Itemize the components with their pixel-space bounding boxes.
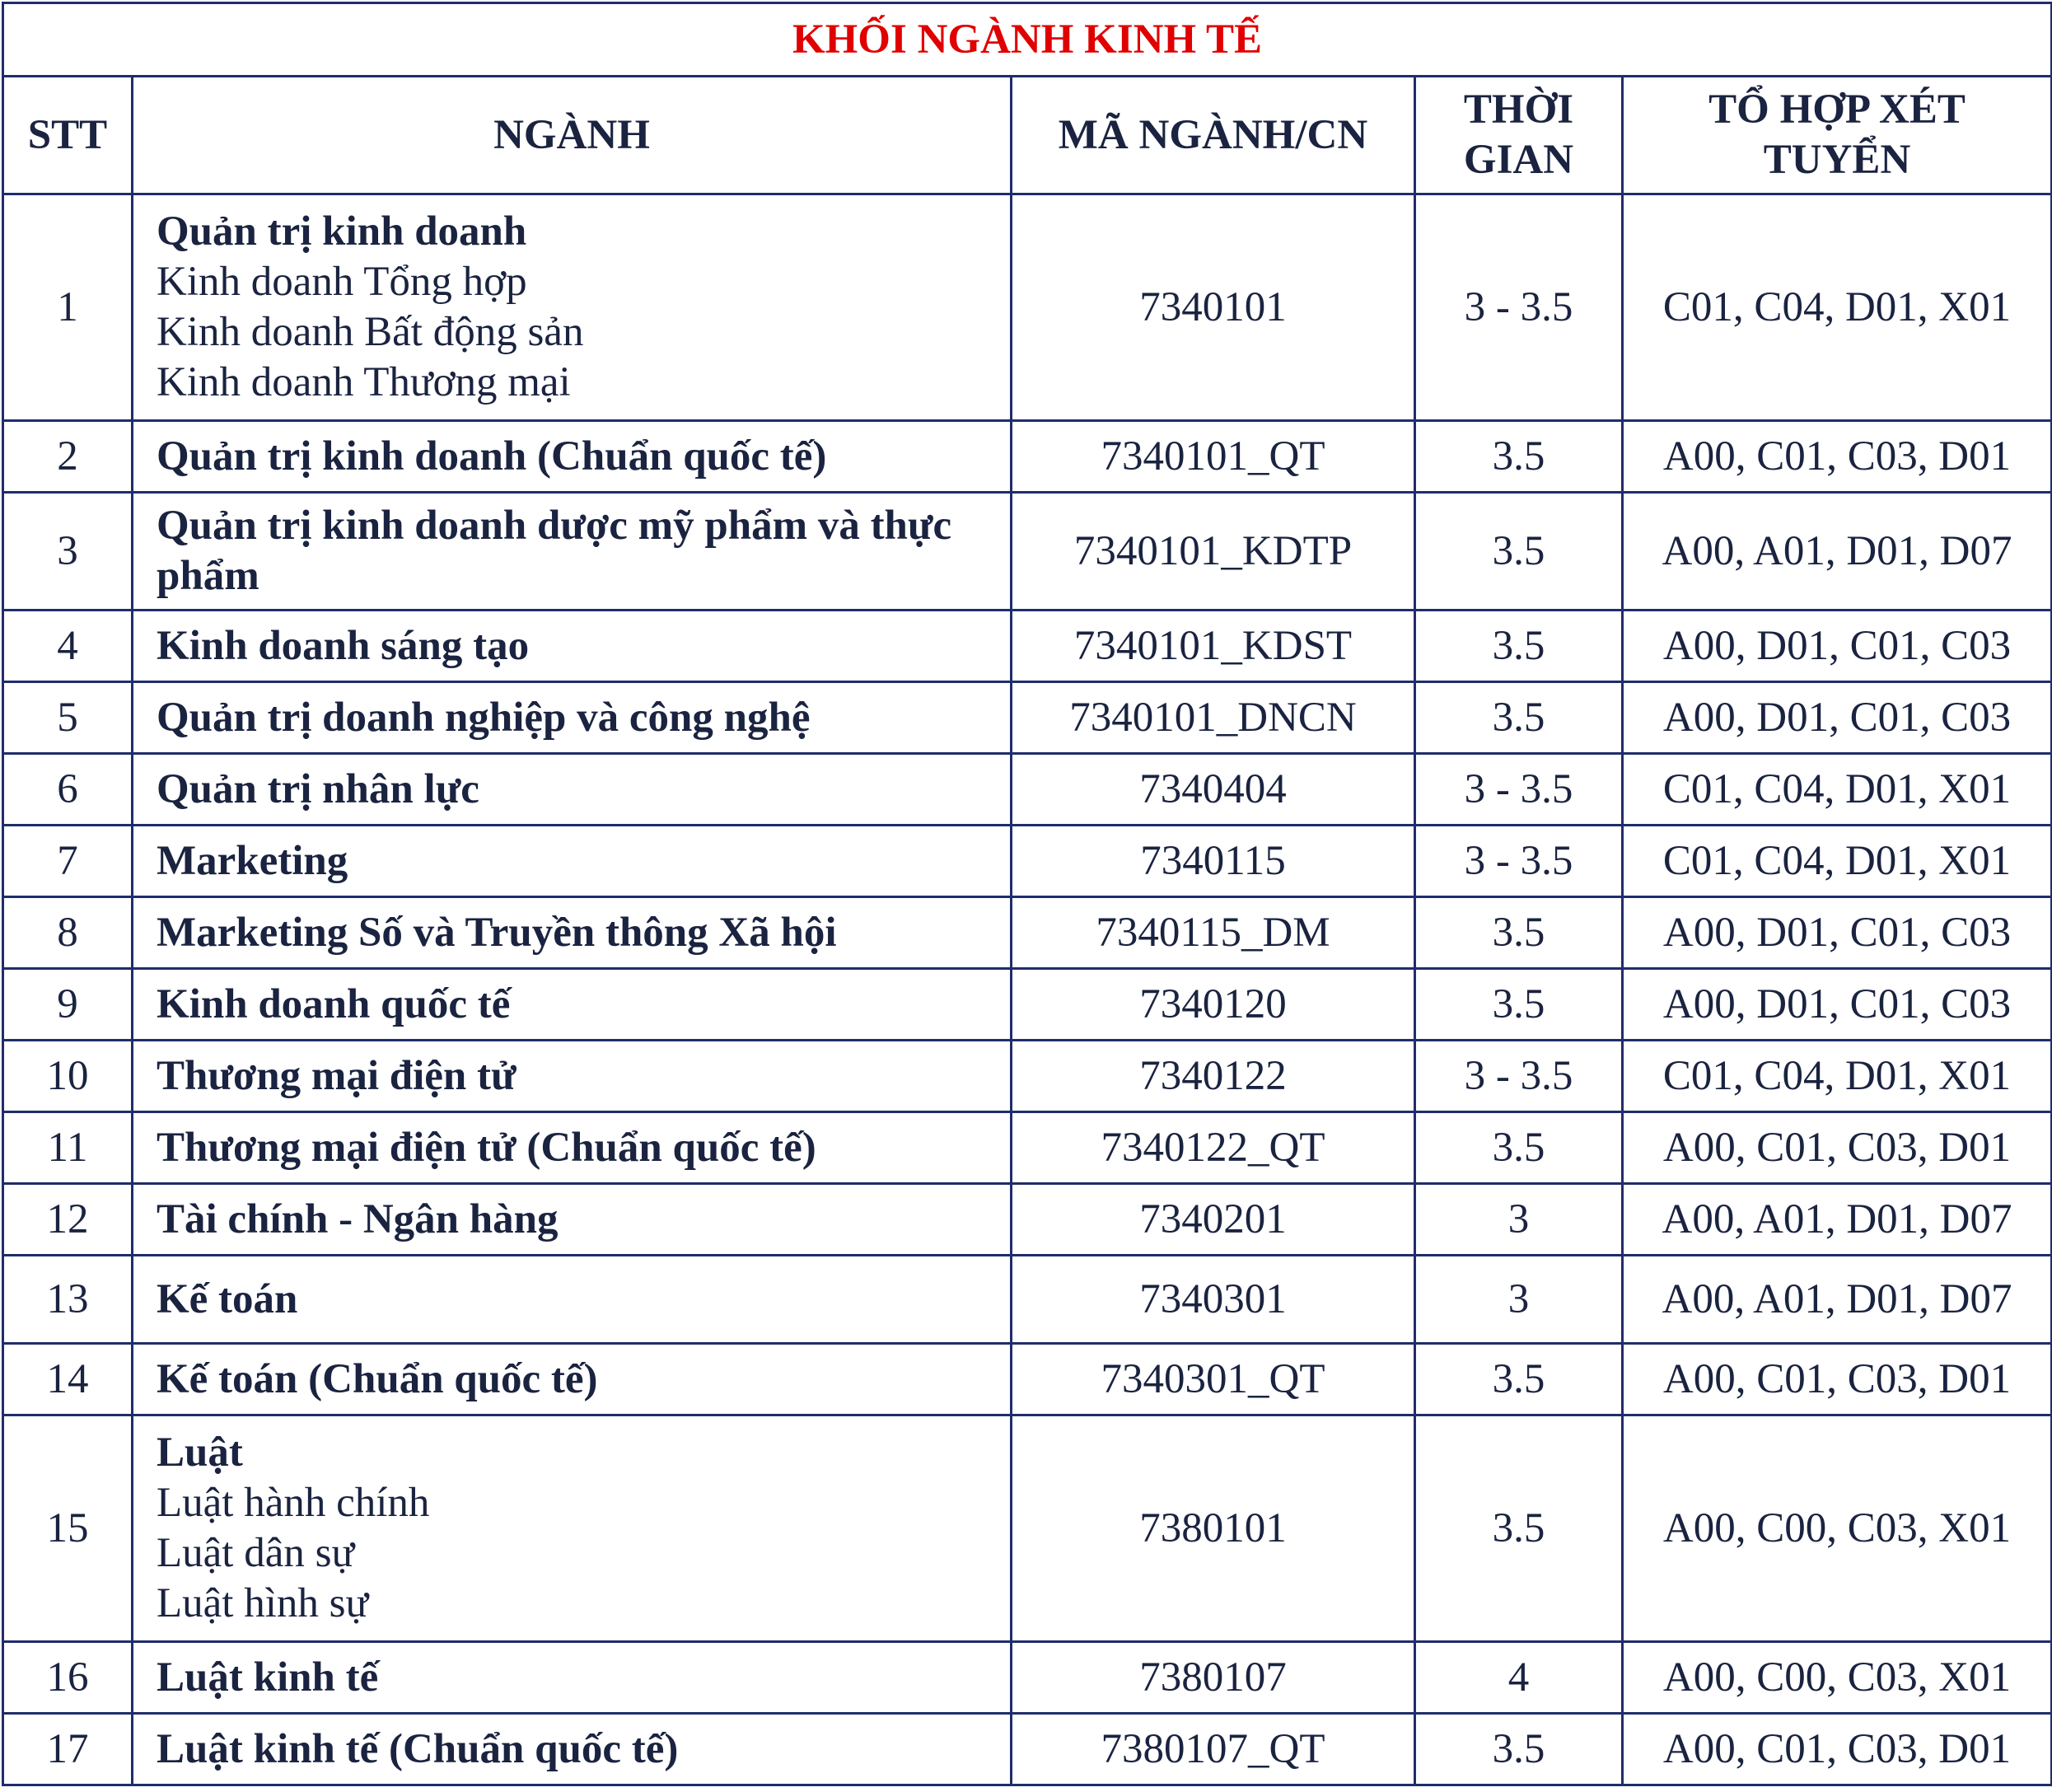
cell-code: 7340101_KDTP — [1012, 493, 1415, 611]
cell-code: 7340301 — [1012, 1256, 1415, 1344]
cell-major — [133, 1112, 1012, 1184]
cell-stt: 5 — [3, 682, 133, 754]
cell-subject-combination: A00, C00, C03, X01 — [1623, 1415, 2052, 1642]
cell-code: 7340122 — [1012, 1041, 1415, 1112]
cell-major — [133, 1415, 1012, 1642]
cell-major — [133, 493, 1012, 611]
major-name: Quản trị nhân lực — [157, 765, 479, 812]
major-name: Luật kinh tế — [157, 1654, 379, 1701]
table-row — [3, 969, 2052, 1041]
cell-duration: 3 - 3.5 — [1415, 1041, 1623, 1112]
cell-major — [133, 194, 1012, 421]
specialization-name: Luật hình sự — [157, 1580, 369, 1626]
specialization-name: Luật dân sự — [157, 1530, 355, 1576]
specialization-name: Kinh doanh Bất động sản — [157, 309, 584, 355]
cell-stt: 14 — [3, 1344, 133, 1415]
cell-duration: 3.5 — [1415, 1415, 1623, 1642]
cell-duration: 3.5 — [1415, 493, 1623, 611]
header-ma-nganh: MÃ NGÀNH/CN — [1012, 77, 1415, 194]
cell-code: 7340201 — [1012, 1184, 1415, 1256]
cell-stt: 1 — [3, 194, 133, 421]
cell-subject-combination: A00, D01, C01, C03 — [1623, 611, 2052, 682]
table-row — [3, 682, 2052, 754]
cell-major — [133, 826, 1012, 897]
major-name: Thương mại điện tử — [157, 1052, 517, 1099]
cell-subject-combination: C01, C04, D01, X01 — [1623, 1041, 2052, 1112]
major-name: Quản trị kinh doanh (Chuẩn quốc tế) — [157, 433, 827, 480]
cell-code: 7340101_KDST — [1012, 611, 1415, 682]
major-name: Luật — [157, 1429, 243, 1476]
table-row — [3, 1184, 2052, 1256]
cell-subject-combination: A00, D01, C01, C03 — [1623, 969, 2052, 1041]
cell-stt: 15 — [3, 1415, 133, 1642]
cell-major — [133, 421, 1012, 493]
table-row — [3, 194, 2052, 421]
cell-code: 7340120 — [1012, 969, 1415, 1041]
major-name: Luật kinh tế (Chuẩn quốc tế) — [157, 1725, 679, 1772]
cell-stt: 7 — [3, 826, 133, 897]
cell-major — [133, 1041, 1012, 1112]
cell-code: 7380101 — [1012, 1415, 1415, 1642]
cell-subject-combination: C01, C04, D01, X01 — [1623, 826, 2052, 897]
specialization-name: Kinh doanh Tổng hợp — [157, 259, 527, 305]
cell-major — [133, 1184, 1012, 1256]
table-title: KHỐI NGÀNH KINH TẾ — [3, 3, 2052, 77]
major-name: Kế toán (Chuẩn quốc tế) — [157, 1355, 598, 1402]
cell-subject-combination: A00, A01, D01, D07 — [1623, 1184, 2052, 1256]
cell-major — [133, 1642, 1012, 1714]
cell-duration: 3.5 — [1415, 969, 1623, 1041]
specialization-name: Luật hành chính — [157, 1480, 430, 1526]
table-row — [3, 1041, 2052, 1112]
cell-duration: 3.5 — [1415, 611, 1623, 682]
header-row — [3, 77, 2052, 194]
cell-stt: 11 — [3, 1112, 133, 1184]
cell-stt: 13 — [3, 1256, 133, 1344]
cell-duration: 3.5 — [1415, 897, 1623, 969]
cell-major — [133, 969, 1012, 1041]
major-name: Thương mại điện tử (Chuẩn quốc tế) — [157, 1124, 816, 1171]
major-name: Tài chính - Ngân hàng — [157, 1195, 559, 1242]
header-stt: STT — [3, 77, 133, 194]
cell-stt: 4 — [3, 611, 133, 682]
table-row — [3, 611, 2052, 682]
cell-duration: 3 - 3.5 — [1415, 826, 1623, 897]
header-to-hop: TỔ HỢP XÉT TUYỂN — [1623, 77, 2052, 194]
cell-subject-combination: A00, D01, C01, C03 — [1623, 682, 2052, 754]
cell-stt: 9 — [3, 969, 133, 1041]
cell-subject-combination: A00, D01, C01, C03 — [1623, 897, 2052, 969]
cell-code: 7340404 — [1012, 754, 1415, 826]
major-name: Marketing — [157, 837, 348, 884]
cell-code: 7380107_QT — [1012, 1714, 1415, 1785]
table-row — [3, 826, 2052, 897]
cell-duration: 4 — [1415, 1642, 1623, 1714]
cell-major — [133, 1344, 1012, 1415]
cell-code: 7340115 — [1012, 826, 1415, 897]
table-row — [3, 1344, 2052, 1415]
table-row — [3, 1256, 2052, 1344]
cell-code: 7340101 — [1012, 194, 1415, 421]
cell-code: 7340101_QT — [1012, 421, 1415, 493]
cell-stt: 16 — [3, 1642, 133, 1714]
cell-stt: 2 — [3, 421, 133, 493]
cell-subject-combination: A00, A01, D01, D07 — [1623, 493, 2052, 611]
cell-subject-combination: A00, C01, C03, D01 — [1623, 1112, 2052, 1184]
table-row — [3, 754, 2052, 826]
specialization-name: Kinh doanh Thương mại — [157, 359, 571, 405]
header-thoi-gian: THỜI GIAN — [1415, 77, 1623, 194]
cell-subject-combination: A00, C01, C03, D01 — [1623, 1344, 2052, 1415]
cell-stt: 10 — [3, 1041, 133, 1112]
cell-major — [133, 611, 1012, 682]
table-row — [3, 1112, 2052, 1184]
cell-duration: 3 - 3.5 — [1415, 194, 1623, 421]
cell-subject-combination: A00, C00, C03, X01 — [1623, 1642, 2052, 1714]
major-name: Kế toán — [157, 1275, 298, 1322]
major-name: Kinh doanh sáng tạo — [157, 622, 530, 669]
cell-code: 7340115_DM — [1012, 897, 1415, 969]
cell-duration: 3.5 — [1415, 1112, 1623, 1184]
table-row — [3, 897, 2052, 969]
major-name: Quản trị kinh doanh dược mỹ phẩm và thực phẩm — [157, 503, 952, 599]
cell-duration: 3 - 3.5 — [1415, 754, 1623, 826]
cell-stt: 8 — [3, 897, 133, 969]
cell-major — [133, 754, 1012, 826]
table-row — [3, 1642, 2052, 1714]
cell-stt: 17 — [3, 1714, 133, 1785]
cell-code: 7340101_DNCN — [1012, 682, 1415, 754]
table-row — [3, 421, 2052, 493]
cell-major — [133, 682, 1012, 754]
cell-stt: 3 — [3, 493, 133, 611]
cell-code: 7380107 — [1012, 1642, 1415, 1714]
cell-stt: 12 — [3, 1184, 133, 1256]
cell-code: 7340301_QT — [1012, 1344, 1415, 1415]
cell-duration: 3.5 — [1415, 682, 1623, 754]
cell-duration: 3.5 — [1415, 421, 1623, 493]
cell-code: 7340122_QT — [1012, 1112, 1415, 1184]
major-name: Quản trị kinh doanh — [157, 208, 527, 255]
table-row — [3, 1714, 2052, 1785]
cell-subject-combination: A00, C01, C03, D01 — [1623, 1714, 2052, 1785]
cell-major — [133, 1256, 1012, 1344]
table-row — [3, 493, 2052, 611]
major-name: Marketing Số và Truyền thông Xã hội — [157, 909, 837, 956]
cell-duration: 3 — [1415, 1184, 1623, 1256]
cell-stt: 6 — [3, 754, 133, 826]
title-row — [3, 3, 2052, 77]
cell-subject-combination: A00, A01, D01, D07 — [1623, 1256, 2052, 1344]
admissions-table — [2, 2, 2052, 1786]
table-row — [3, 1415, 2052, 1642]
cell-subject-combination: C01, C04, D01, X01 — [1623, 194, 2052, 421]
header-nganh: NGÀNH — [133, 77, 1012, 194]
cell-duration: 3 — [1415, 1256, 1623, 1344]
cell-duration: 3.5 — [1415, 1344, 1623, 1415]
cell-subject-combination: A00, C01, C03, D01 — [1623, 421, 2052, 493]
cell-major — [133, 897, 1012, 969]
major-name: Quản trị doanh nghiệp và công nghệ — [157, 694, 811, 741]
cell-subject-combination: C01, C04, D01, X01 — [1623, 754, 2052, 826]
cell-duration: 3.5 — [1415, 1714, 1623, 1785]
major-name: Kinh doanh quốc tế — [157, 980, 511, 1027]
cell-major — [133, 1714, 1012, 1785]
